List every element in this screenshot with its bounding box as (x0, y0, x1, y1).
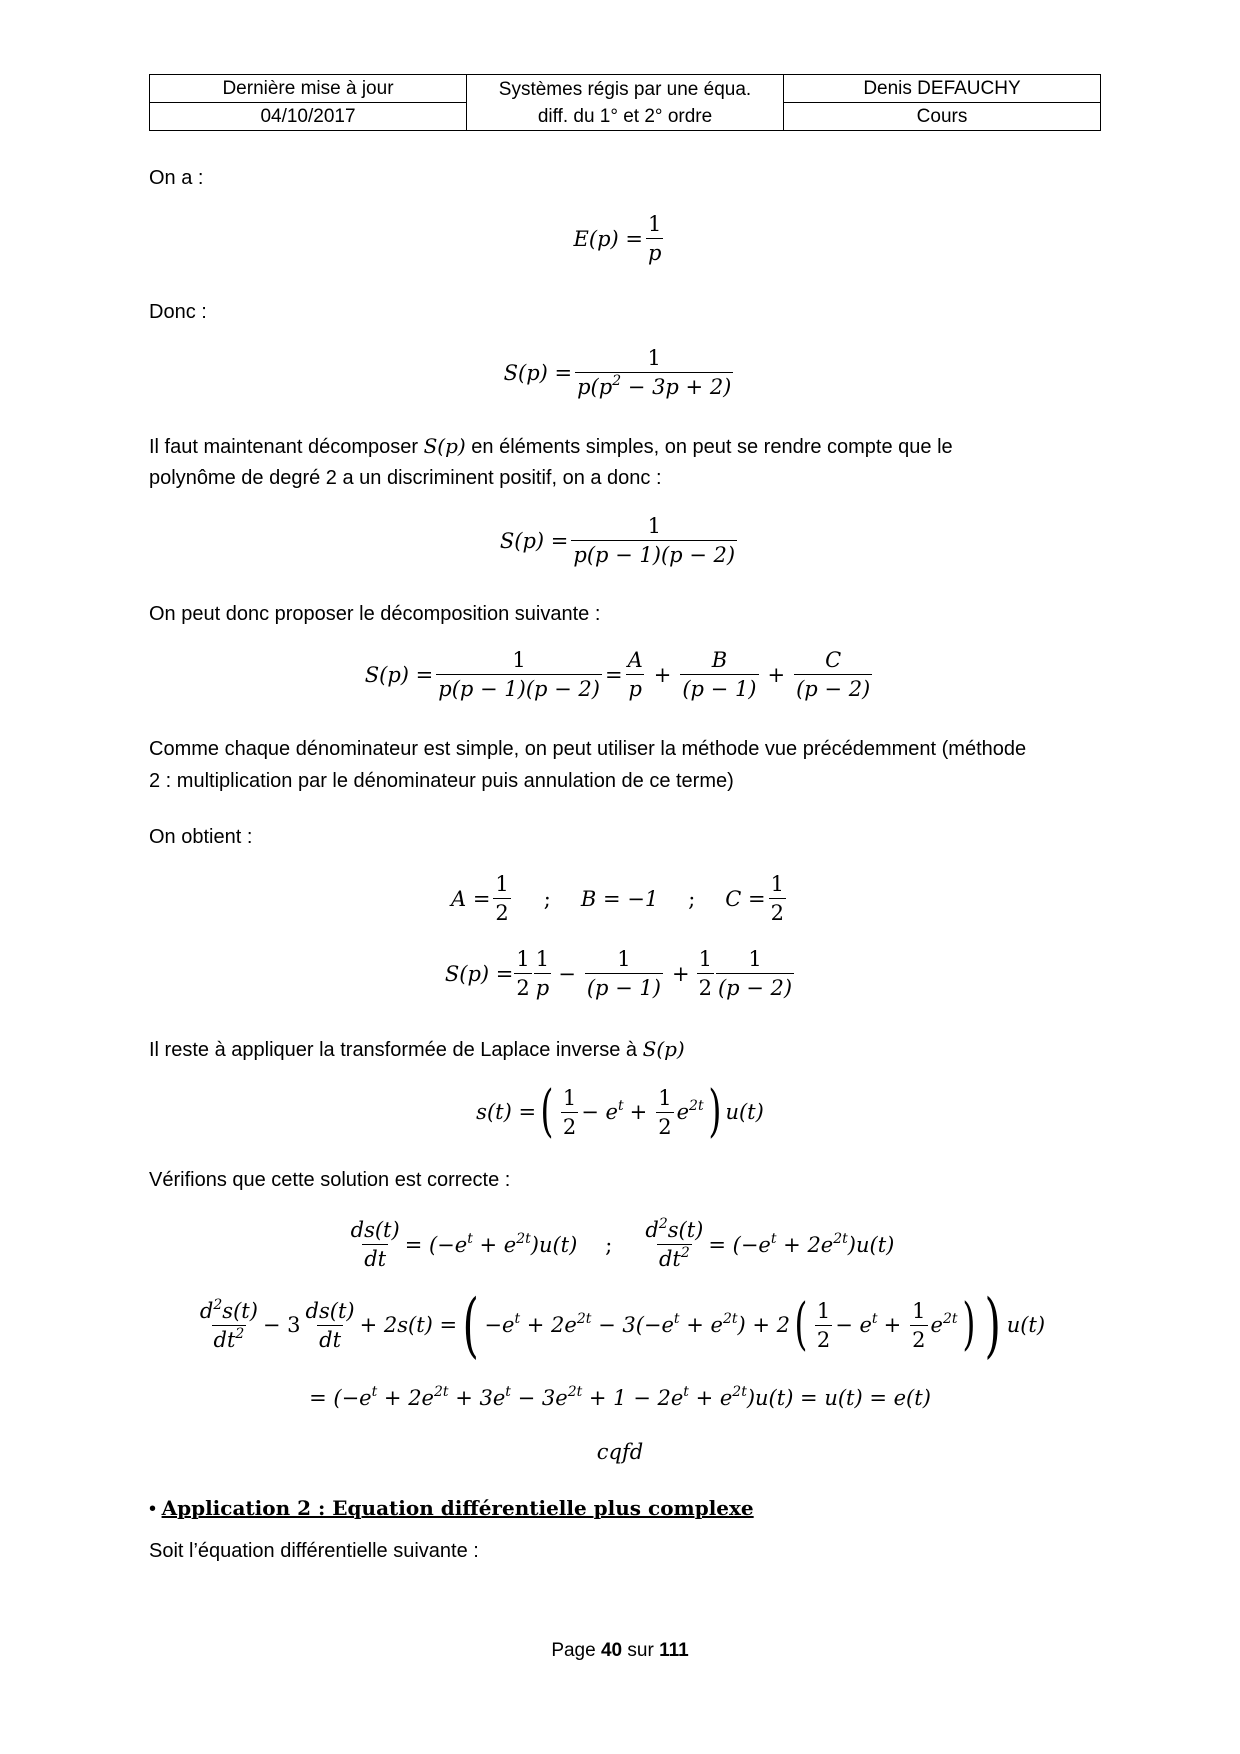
eq-lhs: E(p) = (573, 226, 643, 251)
paragraph-reste: Il reste à appliquer la transformée de Laplace inverse à S(p) (149, 1037, 685, 1061)
author: Denis DEFAUCHY (784, 75, 1101, 103)
paragraph-donc: Donc : (149, 301, 207, 323)
paragraph-comme: Comme chaque dénominateur est simple, on peut utiliser la méthode vue précédemment (méthode (149, 738, 1027, 760)
paragraph-verifions: Vérifions que cette solution est correcte : (149, 1169, 511, 1191)
update-date: 04/10/2017 (150, 103, 467, 131)
bullet: • (149, 1498, 157, 1520)
paragraph-decompose-line2: polynôme de degré 2 a un discriminent positif, on a donc : (149, 467, 662, 489)
equation-coefficients: A = $\frac{1}{2}$ ; B = −1 ; C = $\frac{1}{2}$ (450, 872, 785, 925)
paragraph-on-a: On a : (149, 167, 204, 189)
equation-S2: S(p) = $\frac{1}{p(p - 1)(p - 2)}$ (499, 514, 736, 567)
page-footer: Page 40 sur 111 (551, 1640, 689, 1661)
document-type: Cours (784, 103, 1101, 131)
equation-simplified: = $(-e^t + 2e^{2t} + 3e^t - 3e^{2t} + 1 - 2e^t + e^{2t})u(t) = u(t) = e(t)$ (309, 1384, 931, 1410)
last-update-label: Dernière mise à jour (150, 75, 467, 103)
paragraph-decompose: Il faut maintenant décomposer S(p) en éléments simples, on peut se rendre compte que le (149, 434, 953, 458)
equation-derivatives: $\frac{ds(t)}{dt}$ = $(-e^t + e^{2t})u(t)$ ; $\frac{d^2s(t)}{dt^2}$ = $(-e^t + 2e^{2t})u(t)$ (350, 1216, 895, 1271)
paragraph-obtient: On obtient : (149, 826, 253, 848)
section-heading-application-2: • Application 2 : Equation différentielle plus complexe (149, 1496, 754, 1520)
header-table (149, 74, 1101, 131)
paragraph-propose: On peut donc proposer le décomposition suivante : (149, 603, 601, 625)
equation-S1: S(p) = $\frac{1}{p(p^2 - 3p + 2)}$ (503, 346, 732, 399)
total-pages: 111 (659, 1640, 689, 1661)
equation-decomposition: S(p) = $\frac{1}{p(p - 1)(p - 2)}$ = $\frac{A}{p}$ + $\frac{B}{(p - 1)}$ + $\frac{C}{(p - 2)}$ (364, 648, 871, 701)
page-number: 40 (600, 1640, 623, 1661)
cqfd: cqfd (596, 1440, 644, 1464)
fraction: $\frac{1}{p}$ (647, 212, 662, 265)
equation-E (0, 212, 1240, 265)
paragraph-soit: Soit l’équation différentielle suivante : (149, 1540, 479, 1562)
title-line-1: Systèmes régis par une équa. (498, 78, 752, 100)
equation-verification: $\frac{d^2s(t)}{dt^2}$ − 3 $\frac{ds(t)}{dt}$ + 2s(t) = ( $-e^t + 2e^{2t} - 3(-e^t + e^{2t}) + 2$ ( $\frac{1}{2}$ − $e^t$ + $\frac{1}{2}$ $e^{2t}$ ) ) u(t) (199, 1284, 1046, 1366)
equation-s-t: s(t) = ( $\frac{1}{2}$ − $e^t$ + $\frac{1}{2}$ $e^{2t}$ ) u(t) (476, 1079, 764, 1144)
paragraph-comme-line2: 2 : multiplication par le dénominateur puis annulation de ce terme) (149, 770, 734, 792)
equation-S-result: S(p) = $\frac{1}{2}$ $\frac{1}{p}$ − $\frac{1}{(p - 1)}$ + $\frac{1}{2}$ $\frac{1}{(p - 2)}$ (444, 947, 793, 1000)
title-line-2: diff. du 1° et 2° ordre (537, 105, 713, 127)
document-title (467, 75, 784, 131)
